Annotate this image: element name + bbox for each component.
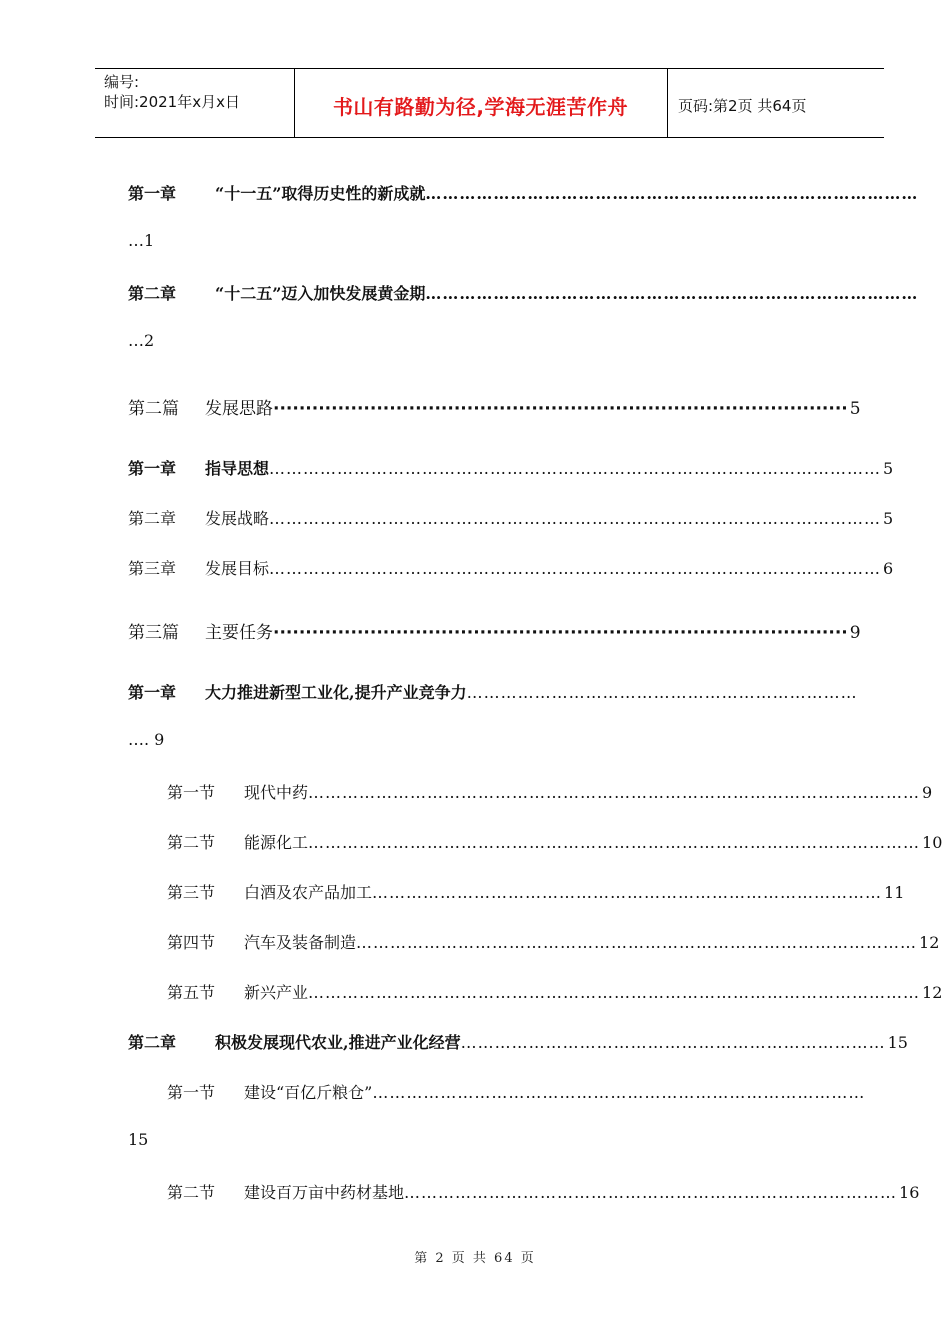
- toc-entry-page: 5: [883, 459, 894, 478]
- toc-entry-page: 9: [849, 623, 861, 643]
- toc-leader: ………………………………………………………………………………: [372, 883, 883, 902]
- toc-entry-title: 主要任务: [205, 623, 273, 643]
- toc-leader: ……………………………………………………………………………: [425, 184, 919, 203]
- toc-entry-title: 大力推进新型工业化,提升产业竞争力: [205, 683, 467, 702]
- toc-entry-title: 建设“百亿斤粮仓”: [244, 1083, 373, 1102]
- toc-section-entry[interactable]: [167, 880, 905, 903]
- toc-entry-page: 10: [922, 833, 943, 852]
- toc-entry-number: 第三篇: [128, 623, 179, 643]
- document-time: 时间:2021年x月x日: [104, 93, 240, 111]
- header-motto: 书山有路勤为径,学海无涯苦作舟: [332, 95, 629, 119]
- page-footer: 第 2 页 共 64 页: [414, 1251, 536, 1266]
- toc-leader: ……………………………………………………………: [466, 683, 858, 702]
- toc-entry-number: 第三节: [167, 883, 216, 902]
- toc-leader: …………………………………………………………………: [460, 1033, 886, 1052]
- toc-leader: ………………………………………………………………………………………………: [308, 833, 921, 852]
- toc-entry-page: 12: [922, 983, 943, 1002]
- toc-entry-page: 16: [899, 1183, 920, 1202]
- toc-entry-number: 第二节: [167, 833, 216, 852]
- toc-entry-title: 指导思想: [205, 459, 270, 478]
- toc-entry-title: 新兴产业: [244, 983, 309, 1002]
- toc-entry[interactable]: [128, 618, 861, 643]
- toc-entry-title: 现代中药: [244, 783, 309, 802]
- toc-leader: ………………………………………………………………………………………………: [269, 559, 882, 578]
- document-code-label: 编号:: [104, 73, 140, 91]
- toc-section-entry[interactable]: [167, 980, 943, 1003]
- toc-entry-title: “十一五”取得历史性的新成就: [215, 184, 426, 203]
- toc-entry-page-continued: 15: [128, 1130, 149, 1149]
- toc-leader: ……………………………………………………………………………: [372, 1083, 866, 1102]
- toc-entry[interactable]: [128, 1030, 908, 1053]
- toc-entry-title: 发展战略: [205, 509, 270, 528]
- header-divider: [667, 69, 668, 137]
- toc-entry[interactable]: [128, 394, 861, 419]
- toc-entry-title: 建设百万亩中药材基地: [244, 1183, 405, 1202]
- toc-entry[interactable]: [128, 281, 919, 304]
- toc-entry-number: 第二章: [128, 509, 177, 528]
- toc-entry[interactable]: [128, 181, 919, 204]
- toc-entry-page: 12: [919, 933, 940, 952]
- toc-section-entry[interactable]: [167, 1180, 920, 1203]
- toc-entry-number: 第二章: [128, 284, 177, 303]
- toc-entry-number: 第二篇: [128, 399, 179, 419]
- toc-entry-title: 白酒及农产品加工: [244, 883, 373, 902]
- toc-section-entry[interactable]: [167, 1080, 866, 1103]
- toc-entry-title: 发展目标: [205, 559, 270, 578]
- toc-leader: ………………………………………………………………………………………………: [269, 509, 882, 528]
- header-page-code: 页码:第2页 共64页: [678, 97, 807, 115]
- toc-entry-page: 9: [922, 783, 933, 802]
- toc-leader: ·························································································: [273, 623, 848, 643]
- toc-entry-page-continued: …. 9: [128, 730, 165, 749]
- toc-entry-page: 6: [883, 559, 894, 578]
- toc-leader: ………………………………………………………………………………………………: [308, 783, 921, 802]
- toc-section-entry[interactable]: [167, 830, 943, 853]
- toc-entry-page: 5: [849, 399, 861, 419]
- toc-section-entry[interactable]: [167, 930, 940, 953]
- toc-entry-title: 汽车及装备制造: [244, 933, 357, 952]
- toc-entry-page-continued: …2: [128, 331, 155, 350]
- page-header: [95, 68, 884, 138]
- toc-leader: ·························································································: [273, 399, 848, 419]
- toc-leader: ……………………………………………………………………………: [404, 1183, 898, 1202]
- toc-entry-number: 第二节: [167, 1183, 216, 1202]
- toc-entry-number: 第一章: [128, 459, 177, 478]
- toc-entry-page-continued: …1: [128, 231, 155, 250]
- toc-entry[interactable]: [128, 680, 858, 703]
- toc-entry[interactable]: [128, 456, 894, 479]
- toc-entry-title: “十二五”迈入加快发展黄金期: [215, 284, 426, 303]
- toc-entry-number: 第一节: [167, 1083, 216, 1102]
- toc-entry-number: 第四节: [167, 933, 216, 952]
- toc-entry-title: 能源化工: [244, 833, 309, 852]
- toc-leader: ………………………………………………………………………………………………: [308, 983, 921, 1002]
- toc-entry[interactable]: [128, 556, 894, 579]
- toc-leader: ………………………………………………………………………………………………: [269, 459, 882, 478]
- toc-entry-number: 第一章: [128, 184, 177, 203]
- toc-entry-page: 11: [884, 883, 905, 902]
- toc-entry[interactable]: [128, 506, 894, 529]
- toc-entry-title: 积极发展现代农业,推进产业化经营: [215, 1033, 461, 1052]
- toc-section-entry[interactable]: [167, 780, 933, 803]
- toc-entry-number: 第一章: [128, 683, 177, 702]
- toc-entry-page: 15: [887, 1033, 908, 1052]
- toc-entry-number: 第五节: [167, 983, 216, 1002]
- toc-entry-number: 第二章: [128, 1033, 177, 1052]
- toc-leader: ……………………………………………………………………………: [425, 284, 919, 303]
- toc-entry-number: 第三章: [128, 559, 177, 578]
- toc-entry-title: 发展思路: [205, 399, 273, 419]
- toc-entry-page: 5: [883, 509, 894, 528]
- toc-entry-number: 第一节: [167, 783, 216, 802]
- toc-leader: ………………………………………………………………………………………: [356, 933, 918, 952]
